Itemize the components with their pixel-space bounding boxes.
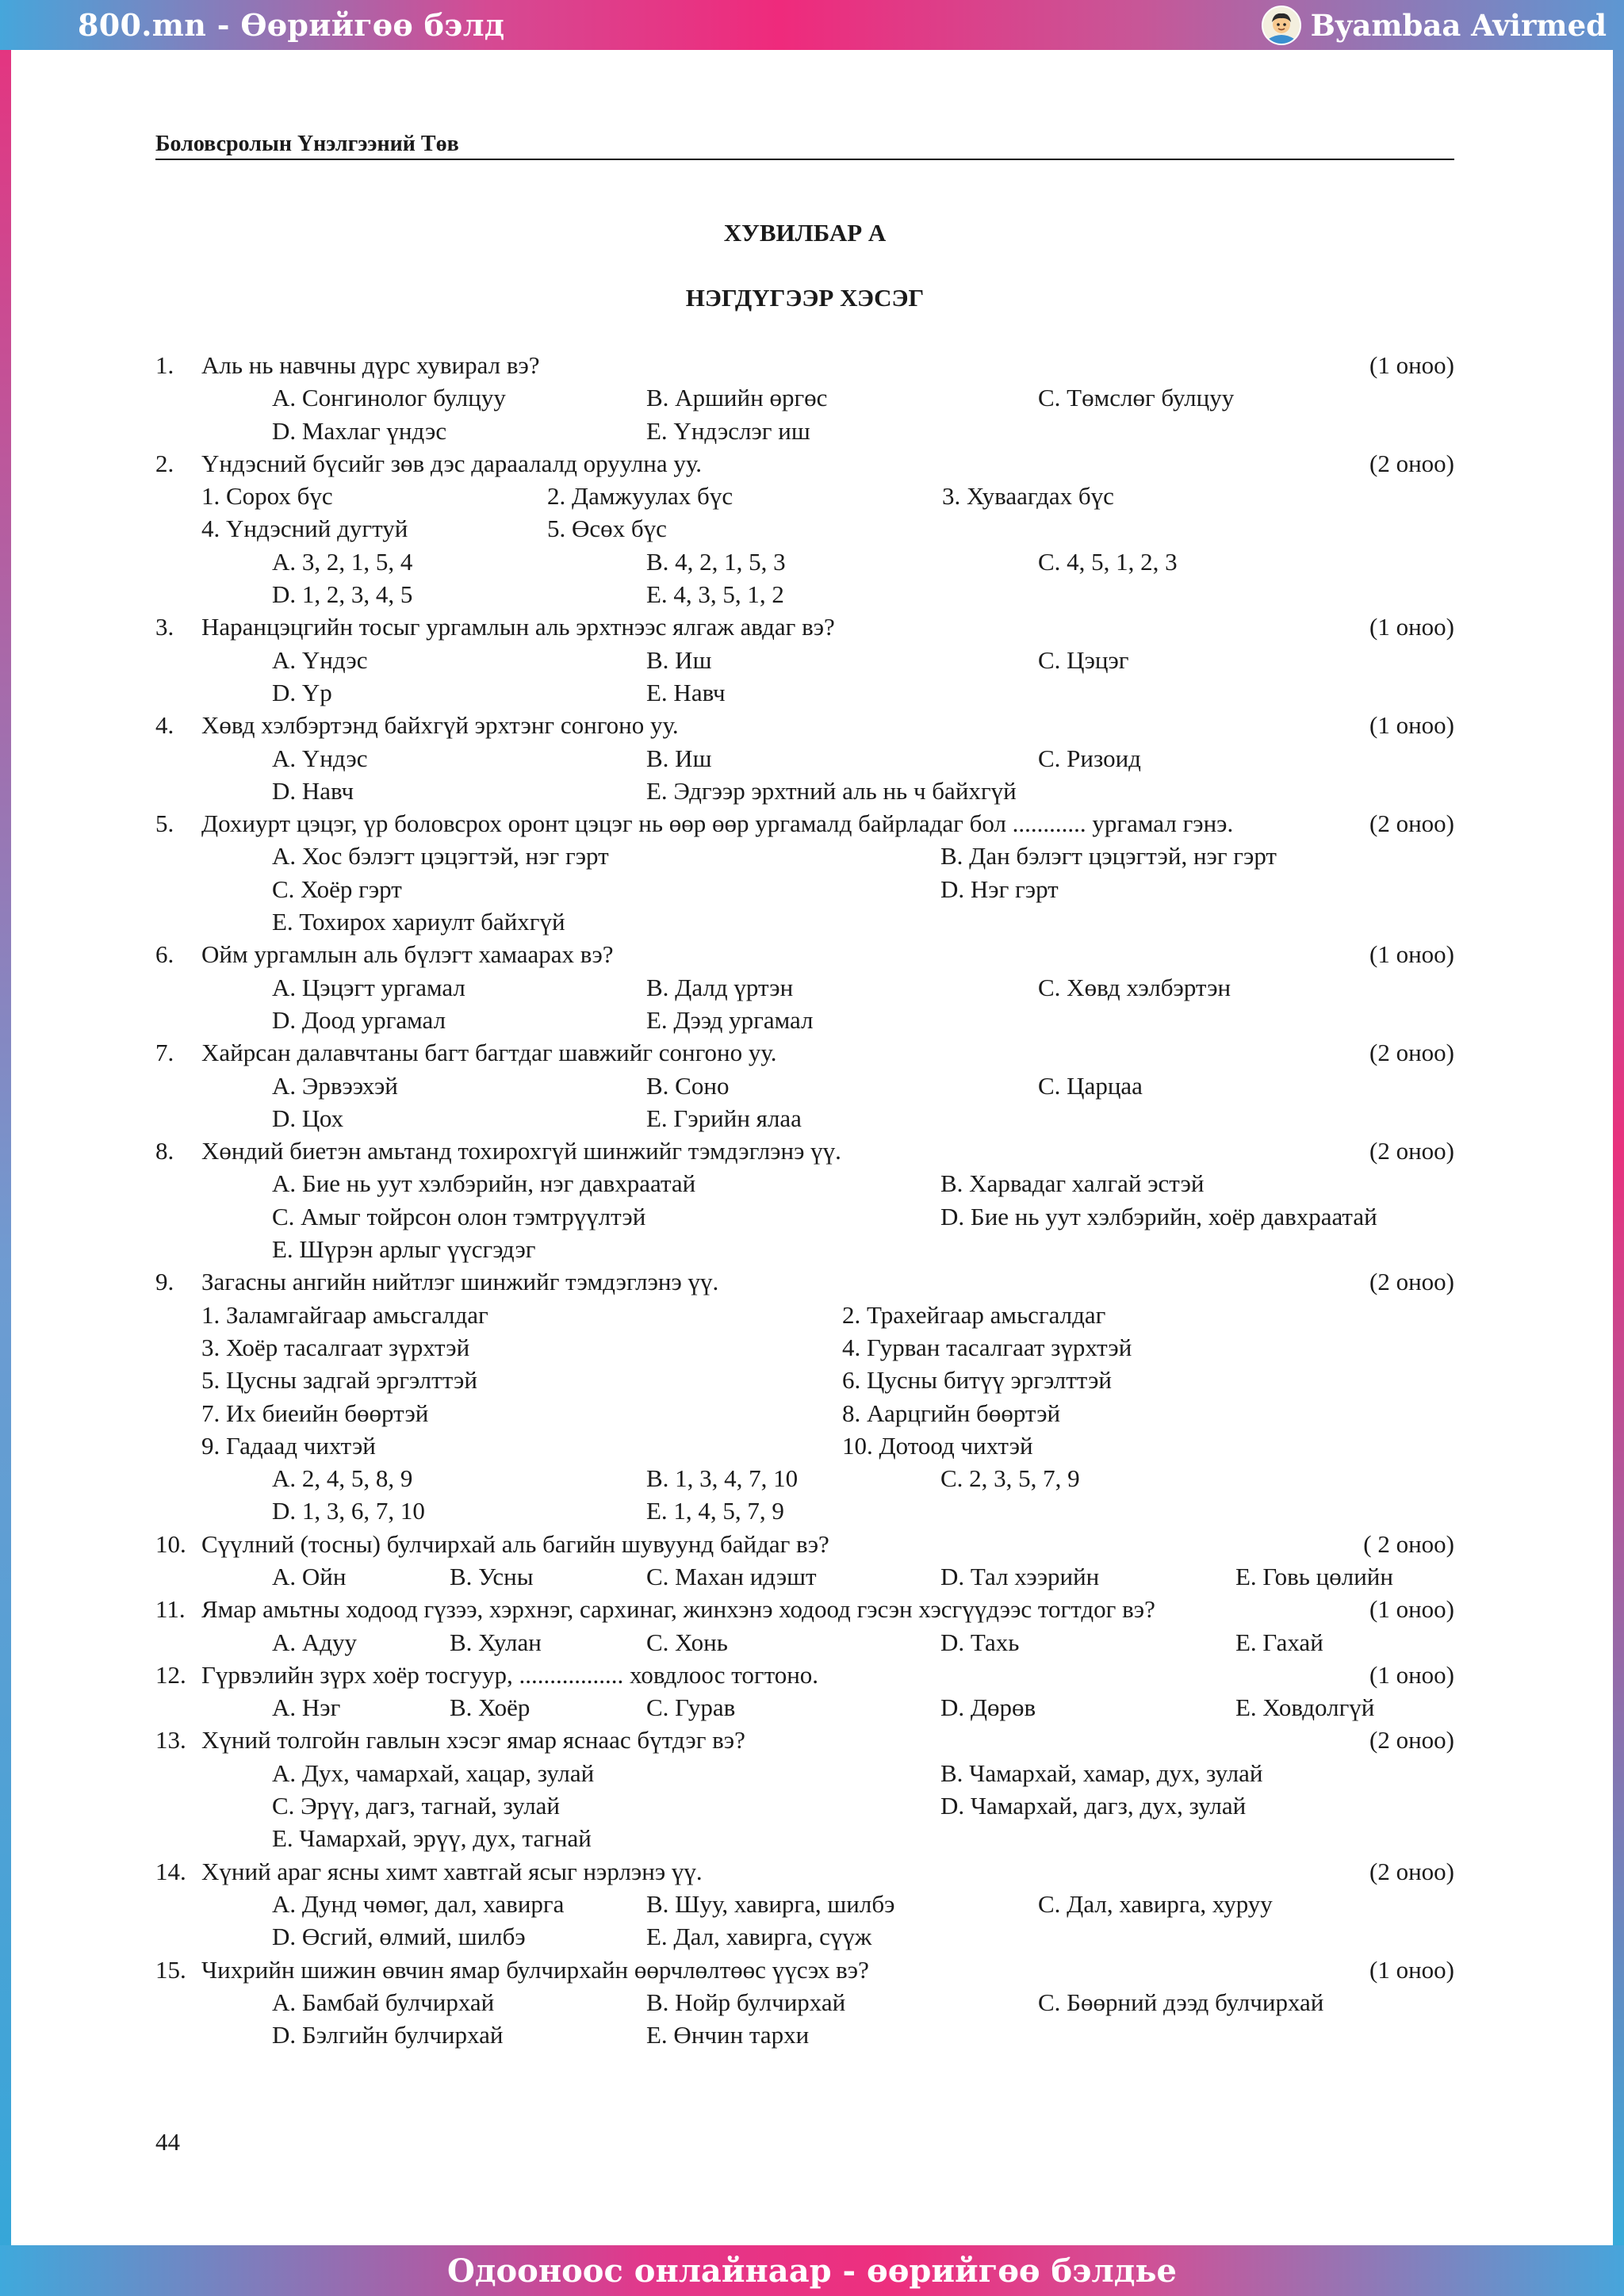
answer-option[interactable]: C. Амыг тойрсон олон тэмтрүүлтэй xyxy=(272,1202,646,1230)
options-row xyxy=(155,2019,1454,2051)
answer-option[interactable]: C. Ризоид xyxy=(1038,744,1141,772)
answer-option[interactable]: B. Иш xyxy=(646,744,712,772)
question-points: (2 оноо) xyxy=(1369,1137,1454,1165)
question-number: 6. xyxy=(155,940,174,969)
options-row xyxy=(155,1822,1454,1854)
question-points: (2 оноо) xyxy=(1369,809,1454,838)
answer-option[interactable]: B. Усны xyxy=(450,1562,534,1590)
answer-option[interactable]: D. Тал хээрийн xyxy=(940,1562,1100,1590)
answer-option[interactable]: А. Үндэс xyxy=(272,645,368,674)
options-row xyxy=(155,381,1454,414)
options-row xyxy=(155,775,1454,807)
question-number: 11. xyxy=(155,1595,186,1624)
variant-title: ХУВИЛБАР А xyxy=(723,219,887,247)
question-row xyxy=(155,709,1454,741)
answer-option[interactable]: E. Гахай xyxy=(1235,1628,1323,1656)
answer-option[interactable]: D. Тахь xyxy=(940,1628,1020,1656)
footer-slogan: Одооноос онлайнаар - өөрийгөө бэлдье xyxy=(446,2252,1178,2290)
question-points: (1 оноо) xyxy=(1369,351,1454,379)
answer-option[interactable]: А. Хос бэлэгт цэцэгтэй, нэг гэрт xyxy=(272,842,609,871)
answer-option[interactable]: D. Махлаг үндэс xyxy=(272,416,447,445)
statement-row xyxy=(155,1331,1454,1364)
answer-option[interactable]: А. Адуу xyxy=(272,1628,358,1656)
answer-option[interactable]: D. Нэг гэрт xyxy=(940,874,1059,903)
answer-option[interactable]: B. Далд үртэн xyxy=(646,973,794,1001)
answer-option[interactable]: А. Дух, чамархай, хацар, зулай xyxy=(272,1758,595,1787)
options-row xyxy=(155,1757,1454,1789)
statement-item: 5. Өсөх бүс xyxy=(547,515,667,543)
answer-option[interactable]: E. Ховдолгүй xyxy=(1235,1693,1375,1722)
answer-option[interactable]: B. Нойр булчирхай xyxy=(646,1988,846,2016)
statement-item: 3. Хуваагдах бүс xyxy=(942,482,1114,511)
question-row xyxy=(155,349,1454,381)
section-title: НЭГДҮГЭЭР ХЭСЭГ xyxy=(685,284,925,312)
question-row xyxy=(155,1528,1454,1560)
answer-option[interactable]: А. Дунд чөмөг, дал, хавирга xyxy=(272,1889,565,1918)
options-row xyxy=(155,742,1454,775)
question-row xyxy=(155,447,1454,480)
statement-item: 7. Их биеийн бөөртэй xyxy=(201,1399,429,1427)
answer-option[interactable]: E. Чамархай, эрүү, дух, тагнай xyxy=(272,1824,592,1853)
question-points: (1 оноо) xyxy=(1369,1660,1454,1689)
answer-option[interactable]: C. Эрүү, дагз, тагнай, зулай xyxy=(272,1792,561,1820)
answer-option[interactable]: D. Өсгий, өлмий, шилбэ xyxy=(272,1923,526,1951)
statement-item: 4. Гурван тасалгаат зүрхтэй xyxy=(842,1333,1132,1361)
question-points: (2 оноо) xyxy=(1369,449,1454,477)
options-row xyxy=(155,1691,1454,1724)
answer-option[interactable]: А. Бамбай булчирхай xyxy=(272,1988,495,2016)
top-banner xyxy=(0,0,1624,50)
question-number: 3. xyxy=(155,613,174,641)
question-row xyxy=(155,938,1454,970)
statement-item: 1. Сорох бүс xyxy=(201,482,333,511)
answer-option[interactable]: А. Үндэс xyxy=(272,744,368,772)
question-points: (1 оноо) xyxy=(1369,1955,1454,1984)
options-row xyxy=(155,1070,1454,1102)
answer-option[interactable]: B. Хулан xyxy=(450,1628,542,1656)
answer-option[interactable]: E. Үндэслэг иш xyxy=(646,416,810,445)
answer-option[interactable]: D. Чамархай, дагз, дух, зулай xyxy=(940,1792,1247,1820)
question-text: Гүрвэлийн зүрх хоёр тосгуур, ................. ховдлоос тогтоно. xyxy=(201,1660,819,1689)
statement-item: 1. Заламгайгаар амьсгалдаг xyxy=(201,1300,488,1329)
bottom-banner xyxy=(0,2245,1624,2296)
statement-item: 5. Цусны задгай эргэлттэй xyxy=(201,1366,477,1395)
options-row xyxy=(155,1626,1454,1659)
statement-row xyxy=(155,1299,1454,1331)
options-row xyxy=(155,873,1454,905)
question-number: 7. xyxy=(155,1039,174,1067)
question-text: Загасны ангийн нийтлэг шинжийг тэмдэглэнэ үү. xyxy=(201,1268,719,1296)
question-row xyxy=(155,1724,1454,1756)
question-points: (1 оноо) xyxy=(1369,1595,1454,1624)
options-row xyxy=(155,578,1454,610)
question-number: 8. xyxy=(155,1137,174,1165)
answer-option[interactable]: E. Дээд ургамал xyxy=(646,1005,814,1034)
options-row xyxy=(155,905,1454,938)
answer-option[interactable]: B. Аршийн өргөс xyxy=(646,384,828,412)
question-row xyxy=(155,1954,1454,1986)
question-text: Ямар амьтны ходоод гүзээ, хэрхнэг, сархинаг, жинхэнэ ходоод гэсэн хэсгүүдээс тогтдог вэ? xyxy=(201,1595,1155,1624)
options-row xyxy=(155,676,1454,709)
answer-option[interactable]: B. Харвадаг халгай эстэй xyxy=(940,1169,1205,1198)
answer-option[interactable]: D. Дөрөв xyxy=(940,1693,1036,1722)
answer-option[interactable]: B. 1, 3, 4, 7, 10 xyxy=(646,1464,799,1493)
answer-option[interactable]: E. 4, 3, 5, 1, 2 xyxy=(646,580,784,609)
answer-option[interactable]: D. Доод ургамал xyxy=(272,1005,446,1034)
answer-option[interactable]: B. Шуу, хавирга, шилбэ xyxy=(646,1889,895,1918)
statement-item: 6. Цусны битүү эргэлттэй xyxy=(842,1366,1112,1395)
question-text: Дохиурт цэцэг, үр боловсрох оронт цэцэг нь өөр өөр ургамалд байрладаг бол ............ ургамал гэнэ. xyxy=(201,809,1234,838)
answer-option[interactable]: D. Бие нь уут хэлбэрийн, хоёр давхраатай xyxy=(940,1202,1377,1230)
question-number: 5. xyxy=(155,809,174,838)
answer-option[interactable]: B. Дан бэлэгт цэцэгтэй, нэг гэрт xyxy=(940,842,1277,871)
question-row xyxy=(155,610,1454,643)
header-title: Боловсролын Үнэлгээний Төв xyxy=(155,132,459,156)
options-row xyxy=(155,1102,1454,1135)
answer-option[interactable]: А. Ойн xyxy=(272,1562,347,1590)
question-number: 13. xyxy=(155,1726,186,1755)
statement-row xyxy=(155,480,1454,512)
answer-option[interactable]: E. Тохирох хариулт байхгүй xyxy=(272,908,565,936)
options-row xyxy=(155,1200,1454,1233)
question-points: (2 оноо) xyxy=(1369,1268,1454,1296)
answer-option[interactable]: E. Дал, хавирга, сүүж xyxy=(646,1923,872,1951)
question-text: Аль нь навчны дүрс хувирал вэ? xyxy=(201,351,540,379)
answer-option[interactable]: А. Бие нь уут хэлбэрийн, нэг давхраатай xyxy=(272,1169,696,1198)
statement-item: 2. Трахейгаар амьсгалдаг xyxy=(842,1300,1106,1329)
question-points: (2 оноо) xyxy=(1369,1857,1454,1885)
statement-item: 10. Дотоод чихтэй xyxy=(842,1431,1033,1460)
statement-item: 4. Үндэсний дугтуй xyxy=(201,515,408,543)
answer-option[interactable]: C. Цэцэг xyxy=(1038,645,1129,674)
options-row xyxy=(155,415,1454,447)
statement-row xyxy=(155,512,1454,545)
question-points: (2 оноо) xyxy=(1369,1039,1454,1067)
answer-option[interactable]: А. Цэцэгт ургамал xyxy=(272,973,465,1001)
answer-option[interactable]: D. Үр xyxy=(272,678,332,706)
answer-option[interactable]: C. Царцаа xyxy=(1038,1071,1143,1100)
question-row xyxy=(155,1593,1454,1625)
answer-option[interactable]: B. Чамархай, хамар, дух, зулай xyxy=(940,1758,1263,1787)
options-row xyxy=(155,1494,1454,1527)
question-number: 12. xyxy=(155,1660,186,1689)
right-frame-border xyxy=(1613,0,1624,2296)
question-row xyxy=(155,1659,1454,1691)
answer-option[interactable]: C. Дал, хавирга, хуруу xyxy=(1038,1889,1273,1918)
answer-option[interactable]: D. Цох xyxy=(272,1104,344,1132)
answer-option[interactable]: D. 1, 2, 3, 4, 5 xyxy=(272,580,413,609)
answer-option[interactable]: B. Иш xyxy=(646,645,712,674)
statement-item: 8. Аарцгийн бөөртэй xyxy=(842,1399,1061,1427)
answer-option[interactable]: А. Сонгинолог булцуу xyxy=(272,384,506,412)
answer-option[interactable]: А. 3, 2, 1, 5, 4 xyxy=(272,547,413,576)
answer-option[interactable]: B. Хоёр xyxy=(450,1693,530,1722)
statement-row xyxy=(155,1397,1454,1429)
options-row xyxy=(155,1560,1454,1593)
answer-option[interactable]: C. Төмслөг булцуу xyxy=(1038,384,1235,412)
answer-option[interactable]: C. Хөвд хэлбэртэн xyxy=(1038,973,1231,1001)
question-text: Хайрсан далавчтаны багт багтдаг шавжийг сонгоно уу. xyxy=(201,1039,777,1067)
question-points: (2 оноо) xyxy=(1369,1726,1454,1755)
statement-item: 2. Дамжуулах бүс xyxy=(547,482,733,511)
answer-option[interactable]: E. Эдгээр эрхтний аль нь ч байхгүй xyxy=(646,776,1017,805)
answer-option[interactable]: А. Нэг xyxy=(272,1693,341,1722)
question-row xyxy=(155,807,1454,840)
question-row xyxy=(155,1135,1454,1167)
answer-option[interactable]: C. Хоёр гэрт xyxy=(272,874,402,903)
answer-option[interactable]: C. Гурав xyxy=(646,1693,736,1722)
question-text: Ойм ургамлын аль бүлэгт хамаарах вэ? xyxy=(201,940,614,969)
answer-option[interactable]: B. 4, 2, 1, 5, 3 xyxy=(646,547,786,576)
question-text: Наранцэцгийн тосыг ургамлын аль эрхтнээс ялгаж авдаг вэ? xyxy=(201,613,835,641)
question-number: 1. xyxy=(155,351,174,379)
question-row xyxy=(155,1036,1454,1069)
answer-option[interactable]: E. Шүрэн арлыг үүсгэдэг xyxy=(272,1235,536,1264)
question-text: Үндэсний бүсийг зөв дэс дараалалд оруулна уу. xyxy=(201,449,703,477)
answer-option[interactable]: B. Соно xyxy=(646,1071,730,1100)
question-number: 10. xyxy=(155,1529,186,1558)
answer-option[interactable]: D. Бэлгийн булчирхай xyxy=(272,2021,504,2049)
question-number: 9. xyxy=(155,1268,174,1296)
answer-option[interactable]: А. Эрвээхэй xyxy=(272,1071,398,1100)
document-header xyxy=(155,132,1454,160)
options-row xyxy=(155,1167,1454,1200)
answer-option[interactable]: C. Хонь xyxy=(646,1628,728,1656)
answer-option[interactable]: C. 4, 5, 1, 2, 3 xyxy=(1038,547,1178,576)
answer-option[interactable]: E. Өнчин тархи xyxy=(646,2021,810,2049)
answer-option[interactable]: E. Говь цөлийн xyxy=(1235,1562,1393,1590)
statement-item: 9. Гадаад чихтэй xyxy=(201,1431,376,1460)
left-frame-border xyxy=(0,0,11,2296)
answer-option[interactable]: C. 2, 3, 5, 7, 9 xyxy=(940,1464,1080,1493)
question-text: Хүний араг ясны химт хавтгай ясыг нэрлэнэ үү. xyxy=(201,1857,703,1885)
question-text: Хөвд хэлбэртэнд байхгүй эрхтэнг сонгоно уу. xyxy=(201,711,679,740)
answer-option[interactable]: E. 1, 4, 5, 7, 9 xyxy=(646,1497,784,1525)
question-points: (1 оноо) xyxy=(1369,613,1454,641)
question-text: Сүүлний (тосны) булчирхай аль багийн шувуунд байдаг вэ? xyxy=(201,1529,829,1558)
statement-row xyxy=(155,1429,1454,1462)
answer-option[interactable]: C. Бөөрний дээд булчирхай xyxy=(1038,1988,1324,2016)
answer-option[interactable]: А. 2, 4, 5, 8, 9 xyxy=(272,1464,413,1493)
options-row xyxy=(155,1986,1454,2019)
options-row xyxy=(155,1888,1454,1920)
page-number: 44 xyxy=(155,2128,180,2156)
answer-option[interactable]: E. Навч xyxy=(646,678,726,706)
options-row xyxy=(155,1233,1454,1265)
question-text: Хүний толгойн гавлын хэсэг ямар яснаас бүтдэг вэ? xyxy=(201,1726,745,1755)
question-text: Чихрийн шижин өвчин ямар булчирхайн өөрчлөлтөөс үүсэх вэ? xyxy=(201,1955,869,1984)
answer-option[interactable]: E. Гэрийн ялаа xyxy=(646,1104,802,1132)
question-number: 2. xyxy=(155,449,174,477)
avatar-icon xyxy=(1262,6,1301,45)
options-row xyxy=(155,1920,1454,1953)
options-row xyxy=(155,644,1454,676)
statement-item: 3. Хоёр тасалгаат зүрхтэй xyxy=(201,1333,470,1361)
question-number: 4. xyxy=(155,711,174,740)
question-row xyxy=(155,1855,1454,1888)
question-number: 15. xyxy=(155,1955,186,1984)
answer-option[interactable]: D. 1, 3, 6, 7, 10 xyxy=(272,1497,425,1525)
question-number: 14. xyxy=(155,1857,186,1885)
statement-row xyxy=(155,1364,1454,1396)
site-title[interactable]: 800.mn - Өөрийгөө бэлд xyxy=(78,7,505,43)
question-list xyxy=(155,349,1454,2051)
user-profile[interactable] xyxy=(1262,6,1607,45)
options-row xyxy=(155,1004,1454,1036)
question-points: ( 2 оноо) xyxy=(1363,1529,1454,1558)
question-points: (1 оноо) xyxy=(1369,940,1454,969)
options-row xyxy=(155,545,1454,578)
options-row xyxy=(155,971,1454,1004)
user-name: Byambaa Avirmed xyxy=(1310,7,1607,43)
question-text: Хөндий биетэн амьтанд тохирохгүй шинжийг тэмдэглэнэ үү. xyxy=(201,1137,841,1165)
answer-option[interactable]: C. Махан идэшт xyxy=(646,1562,817,1590)
options-row xyxy=(155,1462,1454,1494)
question-points: (1 оноо) xyxy=(1369,711,1454,740)
options-row xyxy=(155,1789,1454,1822)
answer-option[interactable]: D. Навч xyxy=(272,776,354,805)
question-row xyxy=(155,1265,1454,1298)
options-row xyxy=(155,840,1454,872)
